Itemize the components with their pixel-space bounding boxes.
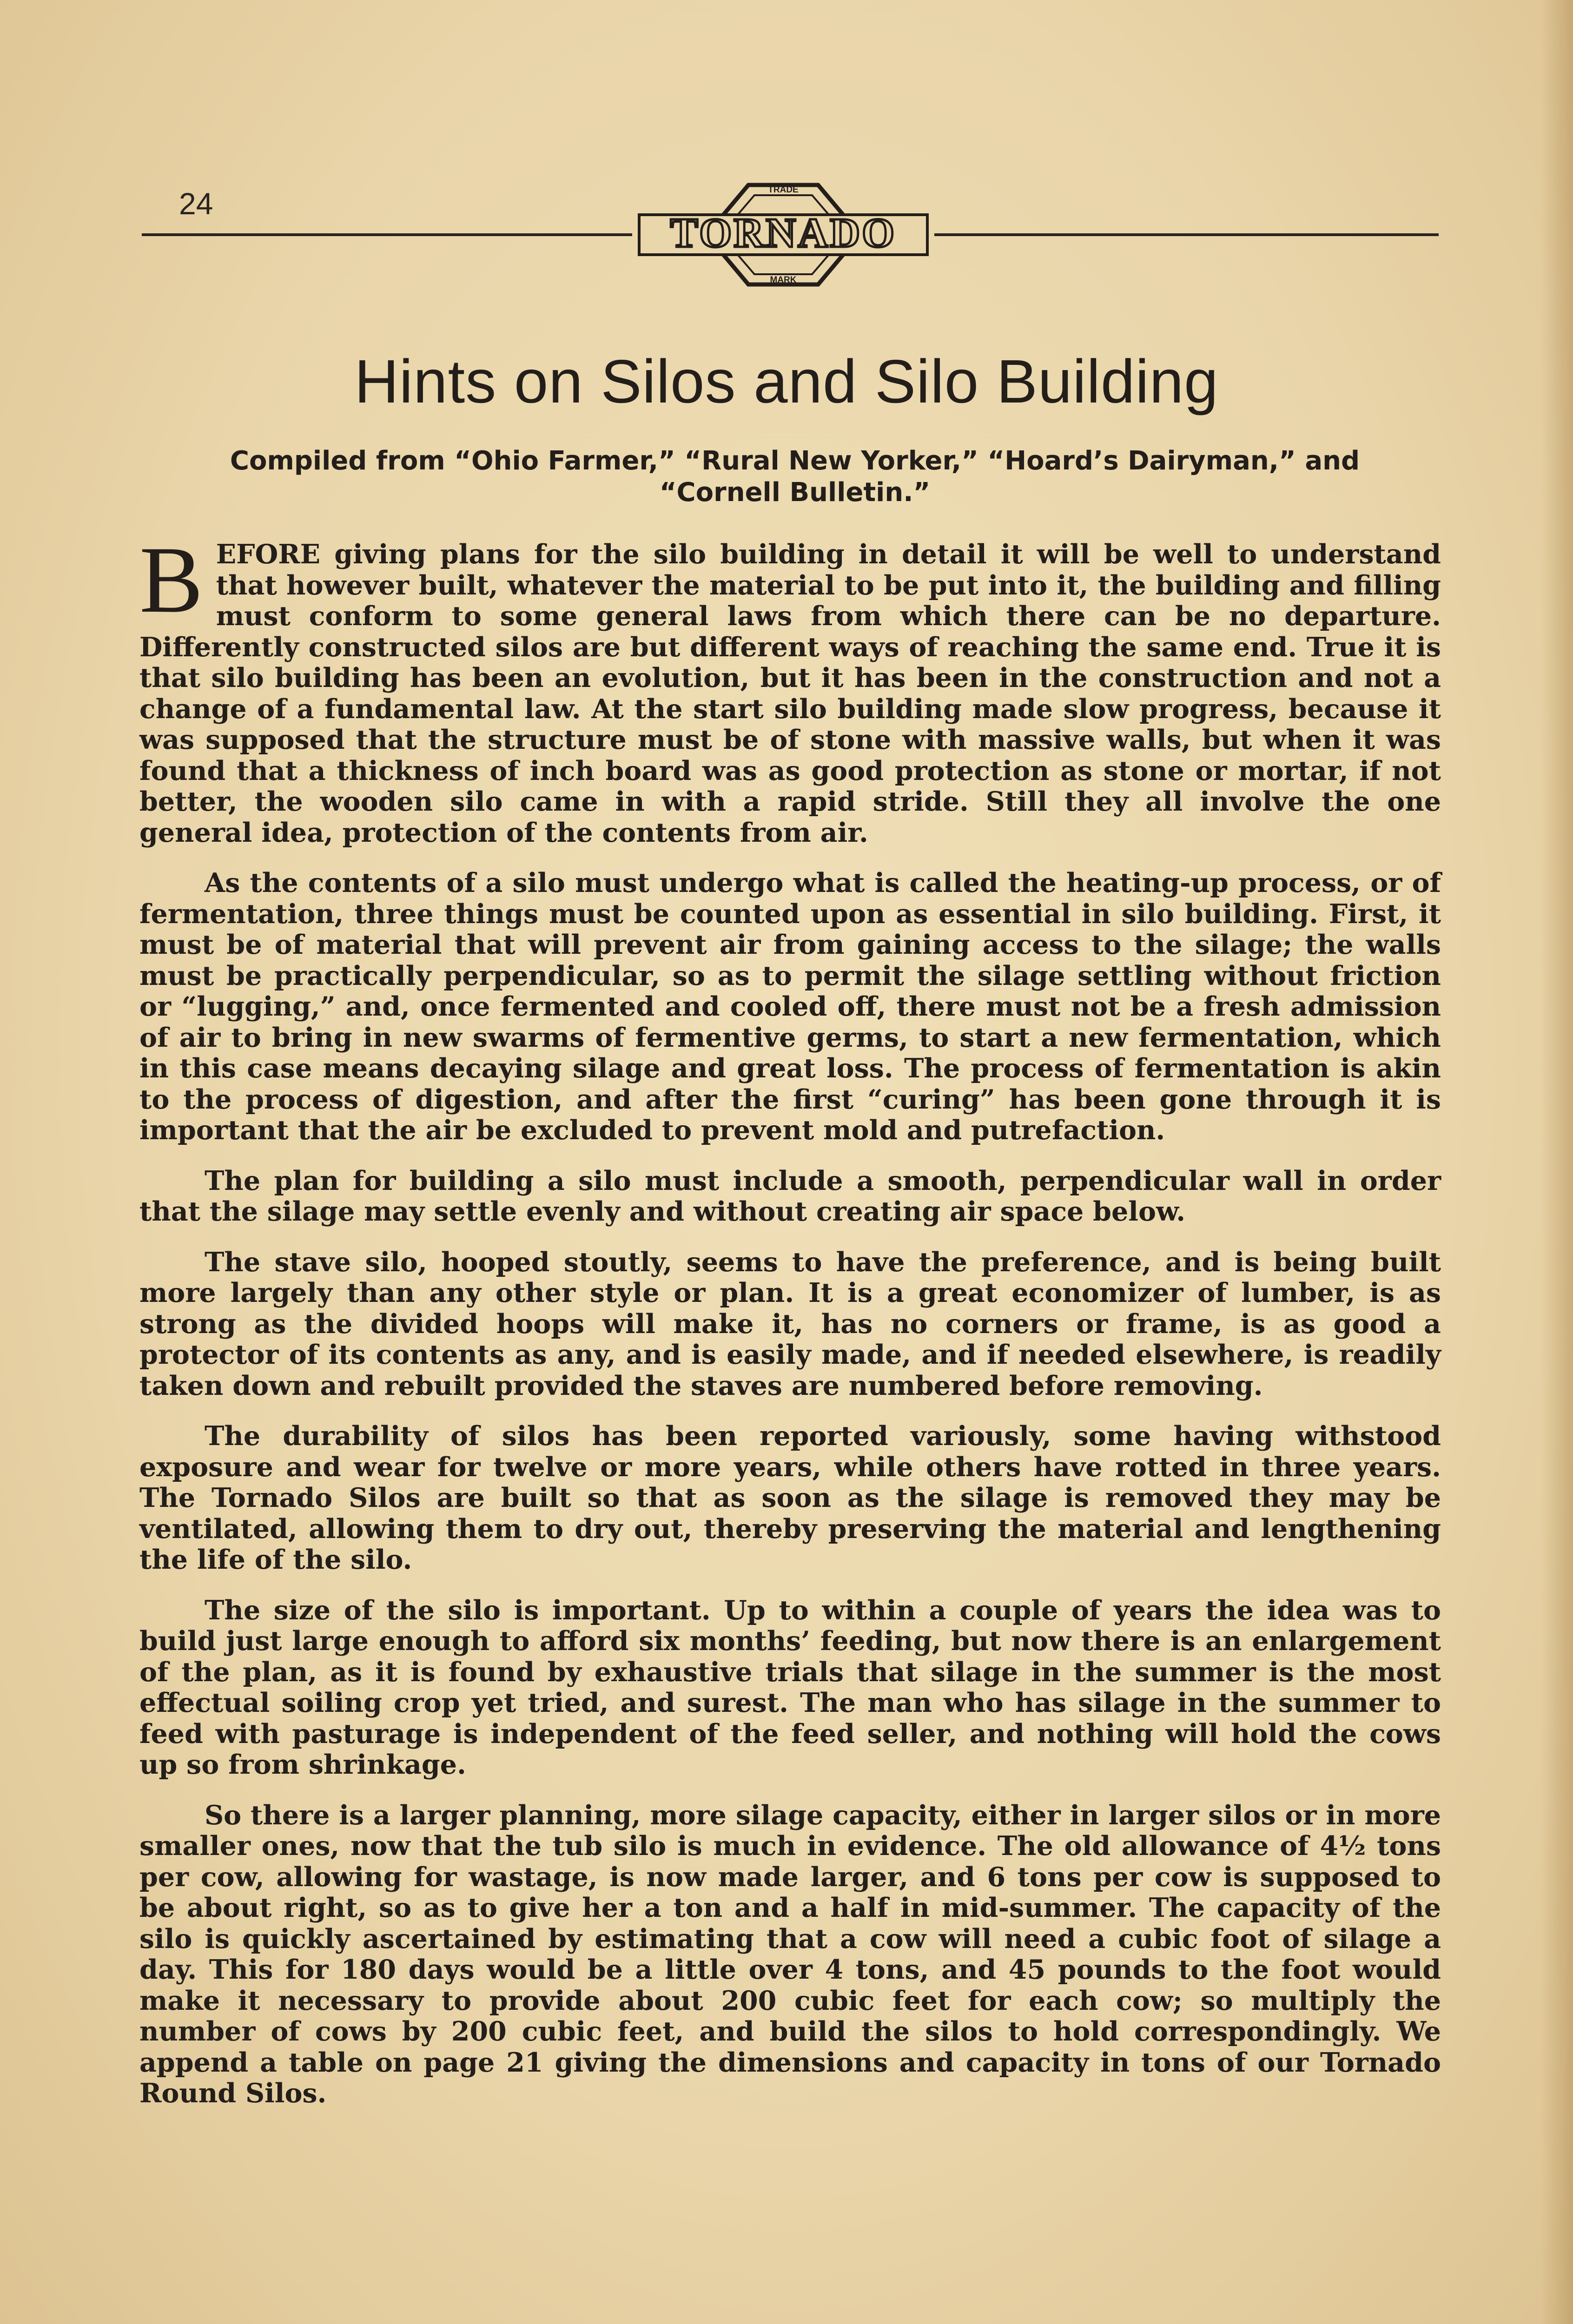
article-body <box>139 527 1441 2129</box>
page-title: Hints on Silos and Silo Building <box>354 347 1219 416</box>
page-number: 24 <box>179 186 213 221</box>
paragraph-2: As the contents of a silo must undergo what is called the heating-up process, or of fermentation, three things must be counted upon as essential in silo building. First, it must be of material that will prevent air from gaining access to the silage; the walls must be practically perpendicular, so as to permit the silage settling without friction or “lugging,” and, once fermented and cooled off, there must not be a fresh admission of air to bring in new swarms of fermentive germs, to start a new fermentation, which in this case means decaying silage and great loss. The process of fermentation is akin to the process of digestion, and after the first “curing” has been gone through it is important that the air be excluded to prevent mold and putrefaction. <box>139 867 1441 1146</box>
header-rule-right <box>934 233 1439 236</box>
paragraph-1-text: EFORE giving plans for the silo building in detail it will be well to understand that however built, whatever the material to be put into it, the building and filling must conform to some general laws from which there can be no departure. Differently constructed silos are but different ways of reaching the same end. True it is that silo building has been an evolution, but it has been in the construction and not a change of a fundamental law. At the start silo building made slow progress, because it was supposed that the structure must be of stone with massive walls, but when it was found that a thickness of inch board was as good protection as stone or mortar, if not better, the wooden silo came in with a rapid stride. Still they all involve the one general idea, protection of the contents from air. <box>139 539 1441 848</box>
drop-cap: B <box>139 527 203 633</box>
header-rule-left <box>142 233 632 236</box>
page-subtitle: Compiled from “Ohio Farmer,” “Rural New Yorker,” “Hoard’s Dairyman,” and “Cornell Bulletin.” <box>230 446 1360 508</box>
paragraph-4: The stave silo, hooped stoutly, seems to have the preference, and is being built more largely than any other style or plan. It is a great economizer of lumber, is as strong as the divided hoops will make it, has no corners or frame, is as good a protector of its contents as any, and is easily made, and if needed elsewhere, is readily taken down and rebuilt provided the staves are numbered before removing. <box>139 1246 1441 1401</box>
paragraph-6: The size of the silo is important. Up to within a couple of years the idea was to build just large enough to afford six months’ feeding, but now there is an enlargement of the plan, as it is found by exhaustive trials that silage in the summer is the most effectual soiling crop yet tried, and surest. The man who has silage in the summer to feed with pasturage is independent of the feed seller, and nothing will hold the cows up so from shrinkage. <box>139 1594 1441 1780</box>
logo-tornado-text: TORNADO <box>670 210 897 256</box>
tornado-trademark-logo <box>630 177 937 293</box>
logo-mark-text: MARK <box>770 275 797 285</box>
logo-trade-text: TRADE <box>768 185 799 195</box>
paragraph-5: The durability of silos has been reported variously, some having withstood exposure and wear for twelve or more years, while others have rotted in three years. The Tornado Silos are built so that as soon as the silage is removed they may be ventilated, allowing them to dry out, thereby preserving the material and lengthening the life of the silo. <box>139 1420 1441 1575</box>
paragraph-7: So there is a larger planning, more silage capacity, either in larger silos or in more smaller ones, now that the tub silo is much in evidence. The old allowance of 4½ tons per cow, allowing for wastage, is now made larger, and 6 tons per cow is supposed to be about right, so as to give her a ton and a half in mid-summer. The capacity of the silo is quickly ascertained by estimating that a cow will need a cubic foot of silage a day. This for 180 days would be a little over 4 tons, and 45 pounds to the foot would make it necessary to provide about 200 cubic feet for each cow; so multiply the number of cows by 200 cubic feet, and build the silos to hold correspondingly. We append a table on page 21 giving the dimensions and capacity in tons of our Tornado Round Silos. <box>139 1799 1441 2109</box>
paragraph-3: The plan for building a silo must include a smooth, perpendicular wall in order that the silage may settle evenly and without creating air space below. <box>139 1165 1441 1227</box>
page-header <box>142 177 1439 297</box>
paragraph-1 <box>139 527 1441 848</box>
